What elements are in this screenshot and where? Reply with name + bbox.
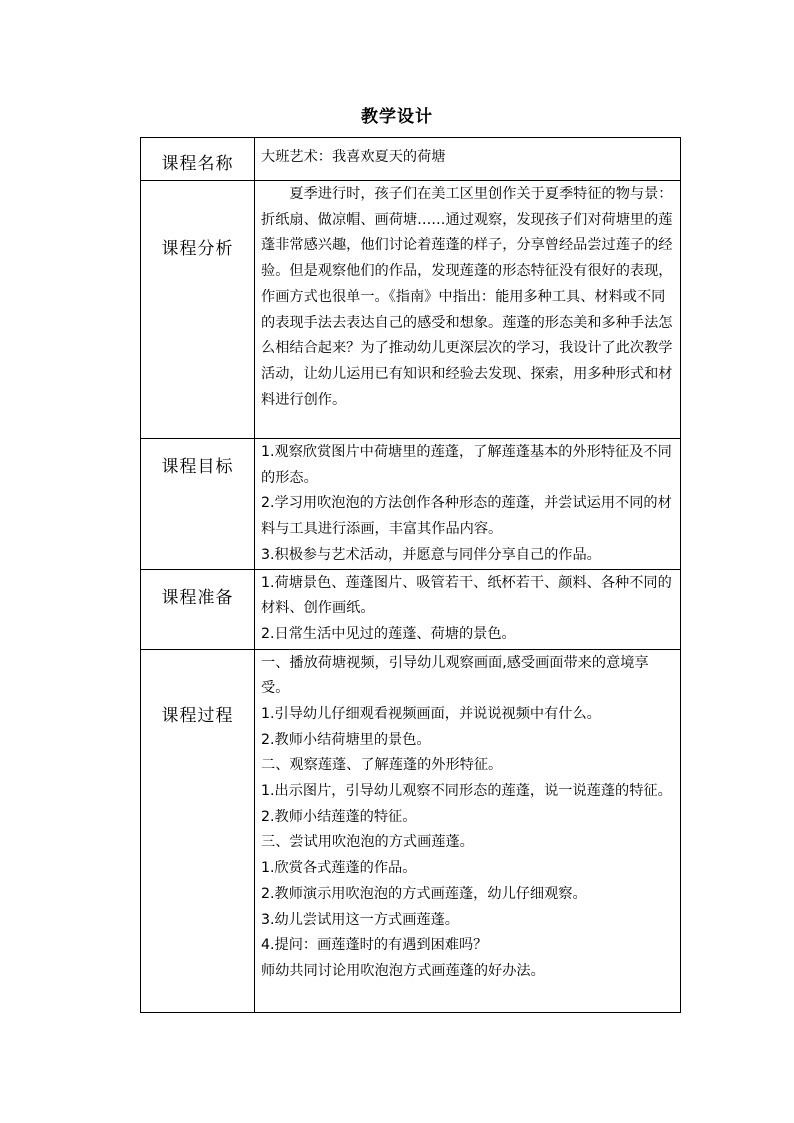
document-title: 教学设计: [361, 107, 433, 127]
content-paragraph: 师幼共同讨论用吹泡泡方式画莲蓬的好办法。: [261, 962, 545, 979]
content-paragraph: 1.引导幼儿仔细观看视频画面，并说说视频中有什么。: [261, 705, 601, 722]
row-content-cell: [255, 181, 681, 439]
row-label-cell: [141, 649, 255, 1012]
content-paragraph: 3.幼儿尝试用这一方式画莲蓬。: [261, 911, 459, 928]
table-row-course-process: [141, 649, 681, 1012]
table-row-course-analysis: [141, 181, 681, 439]
content-paragraph: 夏季进行时，孩子们在美工区里创作关于夏季特征的物与景：折纸扇、做凉帽、画荷塘……通过观察，发现孩子们对荷塘里的莲蓬非常感兴趣，他们讨论着莲蓬的样子，分享曾经品尝过莲子的经验。但是观察他们的作品，发现莲蓬的形态特征没有很好的表现，作画方式也很单一。《指南》中指出：能用多种工具、材料或不同的表现手法去表达自己的感受和想象。莲蓬的形态美和多种手法怎么相结合起来？为了推动幼儿更深层次的学习，我设计了此次教学活动，让幼儿运用已有知识和经验去发现、探索，用多种形式和材料进行创作。: [261, 186, 673, 408]
row-label-cell: [141, 439, 255, 570]
row-label: 课程准备: [161, 587, 234, 608]
content-paragraph: 4.提问：画莲蓬时的有遇到困难吗？: [261, 937, 488, 954]
content-paragraph: 二、观察莲蓬、了解莲蓬的外形特征。: [261, 757, 503, 774]
row-label-cell: [141, 181, 255, 439]
content-paragraph: 1.观察欣赏图片中荷塘里的莲蓬，了解莲蓬基本的外形特征及不同的形态。: [261, 444, 672, 486]
table-row-course-preparation: [141, 569, 681, 649]
row-content-cell: [255, 649, 681, 1012]
content-paragraph: 2.日常生活中见过的莲蓬、荷塘的景色。: [261, 625, 516, 642]
content-paragraph: 一、播放荷塘视频，引导幼儿观察画面,感受画面带来的意境享受。: [261, 654, 649, 697]
row-content-cell: [255, 569, 681, 649]
table-row-course-name: [141, 138, 681, 181]
row-label-cell: [141, 569, 255, 649]
content-paragraph: 2.学习用吹泡泡的方法创作各种形态的莲蓬，并尝试运用不同的材料与工具进行添画，丰富其作品内容。: [261, 495, 672, 538]
content-paragraph: 1.欣赏各式莲蓬的作品。: [261, 860, 417, 877]
content-paragraph: 1.出示图片，引导幼儿观察不同形态的莲蓬，说一说莲蓬的特征。: [261, 783, 672, 800]
lesson-plan-table: [140, 137, 681, 1013]
content-paragraph: 三、尝试用吹泡泡的方式画莲蓬。: [261, 834, 474, 851]
row-content-cell: [255, 138, 681, 181]
content-paragraph: 3.积极参与艺术活动，并愿意与同伴分享自己的作品。: [261, 546, 601, 563]
content-paragraph: 1.荷塘景色、莲蓬图片、吸管若干、纸杯若干、颜料、各种不同的材料、创作画纸。: [261, 574, 672, 617]
row-label: 课程过程: [161, 705, 234, 726]
content-paragraph: 2.教师演示用吹泡泡的方式画莲蓬，幼儿仔细观察。: [261, 885, 587, 902]
row-label-cell: [141, 138, 255, 181]
row-label: 课程目标: [161, 457, 234, 477]
row-label: 课程名称: [161, 154, 234, 174]
table-row-course-goals: [141, 439, 681, 570]
row-content-cell: [255, 439, 681, 570]
content-paragraph: 2.教师小结莲蓬的特征。: [261, 808, 417, 825]
content-paragraph: 大班艺术：我喜欢夏天的荷塘: [261, 149, 446, 165]
content-paragraph: 2.教师小结荷塘里的景色。: [261, 731, 431, 748]
row-label: 课程分析: [161, 239, 234, 259]
